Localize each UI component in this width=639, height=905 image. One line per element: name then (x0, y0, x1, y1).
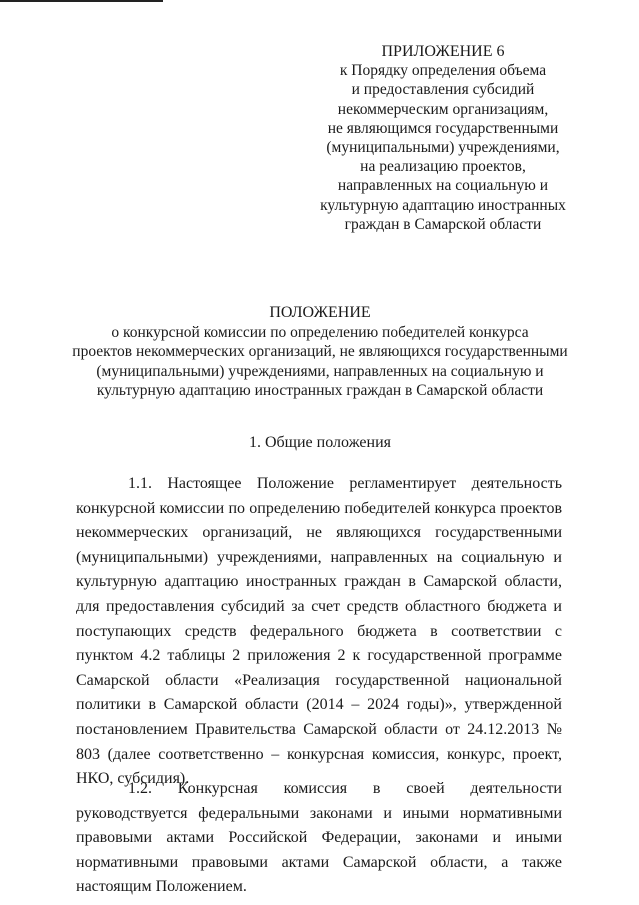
appendix-header (316, 42, 570, 234)
document-title: ПОЛОЖЕНИЕ (269, 304, 371, 321)
appendix-line: на реализацию проектов, (360, 158, 526, 176)
appendix-line: направленных на социальную и (337, 177, 549, 195)
appendix-title: ПРИЛОЖЕНИЕ 6 (381, 43, 505, 60)
document-title-block (60, 303, 580, 401)
document-subtitle-line: о конкурсной комиссии по определению победителей конкурса (111, 323, 529, 341)
document-subtitle-line: культурную адаптацию иностранных граждан в Самарской области (96, 382, 544, 399)
appendix-line: (муниципальными) учреждениями, (326, 139, 560, 157)
appendix-line: культурную адаптацию иностранных (320, 196, 566, 214)
appendix-line: к Порядку определения объема (339, 62, 547, 80)
scan-edge-mark (0, 0, 163, 2)
paragraph-1-1: 1.1. Настоящее Положение регламентирует деятельность конкурсной комиссии по определению победителей конкурса проектов некоммерческих организаций, не являющихся государственными (муниципальными) учреждениями, направленных на социальную и культурную адаптацию иностранных граждан в Самарской области, для предоставления субсидий за счет средств областного бюджета и поступающих средств федерального бюджета в соответствии с пунктом 4.2 таблицы 2 приложения 2 к государственной программе Самарской области «Реализация государственной национальной политики в Самарской области (2014 – 2024 годы)», утвержденной постановлением Правительства Самарской области от 24.12.2013 № 803 (далее соответственно – конкурсная комиссия, конкурс, проект, НКО, субсидия). (76, 475, 562, 788)
appendix-line: не являющимся государственными (327, 119, 559, 137)
document-subtitle-line: (муниципальными) учреждениями, направленных на социальную и (96, 362, 544, 380)
paragraph-1-2: 1.2. Конкурсная комиссия в своей деятельности руководствуется федеральными законами и иными нормативными правовыми актами Российской Федерации, законами и иными нормативными правовыми актами Самарской области, а также настоящим Положением. (76, 780, 562, 896)
document-subtitle-line: проектов некоммерческих организаций, не являющихся государственными (72, 343, 568, 360)
appendix-line: и предоставления субсидий (351, 81, 535, 99)
appendix-line: некоммерческим организациям, (337, 100, 549, 118)
section-heading: 1. Общие положения (248, 434, 392, 451)
appendix-line: граждан в Самарской области (344, 215, 542, 233)
